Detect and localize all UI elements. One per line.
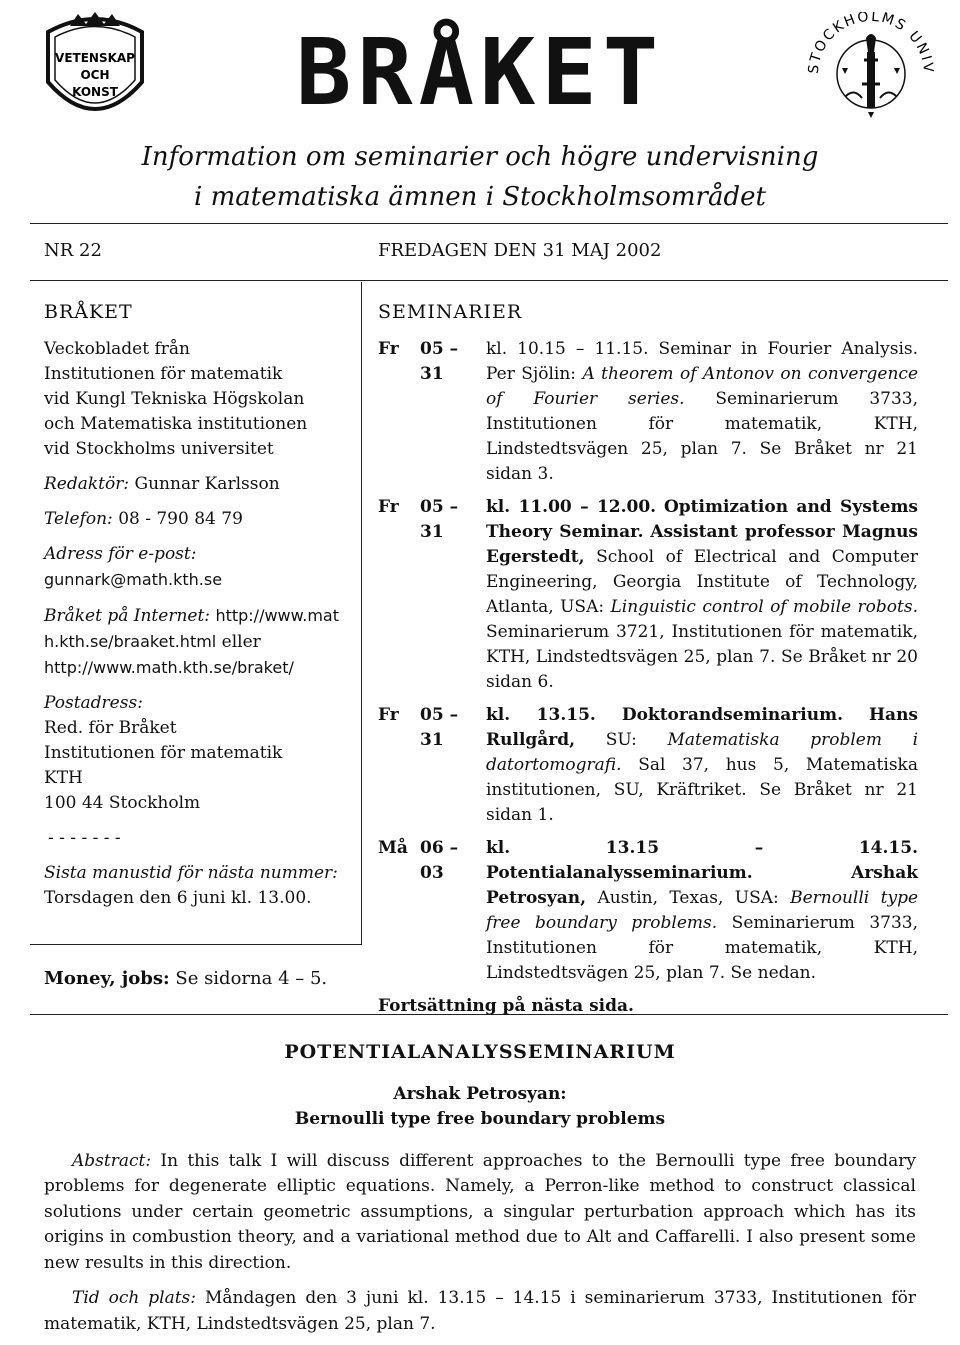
about-line: vid Kungl Tekniska Högskolan <box>44 389 305 409</box>
seminar-time: kl. 13.15. <box>486 705 596 725</box>
seminar-time: kl. 10.15 – 11.15. <box>486 339 649 359</box>
email-label: Adress för e-post: <box>44 544 197 564</box>
about-line: och Matematiska institutionen <box>44 414 308 434</box>
seminar-details: Sal 37, hus 5, Matematiska institutionen, SU, Kräftriket. Se Bråket nr 21 sidan 1. <box>486 755 918 825</box>
seminar-title: Doktorandseminarium. <box>621 705 843 725</box>
subtitle-line-1: Information om seminarier och högre undervisning <box>141 142 819 172</box>
seminar-affiliation: SU: <box>605 730 637 750</box>
seminar-date: 05 – 31 <box>420 497 459 542</box>
time-place-text: Måndagen den 3 juni kl. 13.15 – 14.15 i seminarierum 3733, Institutionen för matematik, KTH, Lindstedtsvägen 25, plan 7. <box>44 1288 916 1334</box>
kva-crest-logo <box>30 12 160 130</box>
seal-text: STOCKHOLMS UNIV <box>805 12 937 75</box>
seminar-day: Må <box>378 838 408 858</box>
seminar-affiliation: Austin, Texas, USA: <box>597 888 779 908</box>
time-place-label: Tid och plats: <box>72 1288 197 1308</box>
logo-text-line1: VETENSKAP <box>55 51 135 65</box>
seminar-entry <box>378 836 918 986</box>
seminar-speaker: Arshak Petrosyan, <box>486 863 918 908</box>
seminars-heading: SEMINARIER <box>378 301 523 323</box>
seminar-talk: Bernoulli type free boundary problems. <box>486 888 919 933</box>
sidebar-heading: BRÅKET <box>44 301 133 323</box>
seminar-listing <box>378 300 918 1036</box>
seminar-title: Optimization and Systems Theory Seminar. <box>486 497 919 542</box>
editor-name: Gunnar Karlsson <box>134 474 280 494</box>
seminar-speaker: Assistant professor Magnus Egerstedt, <box>486 522 918 567</box>
issue-date: FREDAGEN DEN 31 MAJ 2002 <box>378 240 662 261</box>
money-text: Se sidorna 4 – 5. <box>175 968 328 989</box>
about-line: vid Stockholms universitet <box>44 439 274 459</box>
masthead-title: BRÅKET <box>295 19 665 126</box>
seminar-entry <box>378 495 918 695</box>
seminar-talk: A theorem of Antonov on convergence of Fourier series. <box>486 364 919 409</box>
subtitle-line-2: i matematiska ämnen i Stockholmsområdet <box>194 182 766 212</box>
email-address[interactable]: gunnark@math.kth.se <box>44 570 223 589</box>
abstract-title: Bernoulli type free boundary problems <box>294 1109 666 1129</box>
abstract-time-place <box>44 1286 916 1337</box>
seminar-date: 05 – 31 <box>420 705 459 750</box>
abstract-text: In this talk I will discuss different approaches to the Bernoulli type free boundary problems for degenerate elliptic equations. Namely, a Perron-like method to construct classical solutions under certain geometric assumptions, a singular perturbation approach which has its origins in combustion theory, and a variational method due to Alt and Caffarelli. I also present some new results in this direction. <box>44 1150 916 1273</box>
about-line: Veckobladet från <box>44 339 190 359</box>
seminar-title: Potentialanalysseminarium. <box>486 863 753 883</box>
postal-line: Institutionen för matematik <box>44 743 283 763</box>
continued-note: Fortsättning på nästa sida. <box>378 996 634 1016</box>
issue-number: NR 22 <box>44 240 102 261</box>
postal-line: 100 44 Stockholm <box>44 793 201 813</box>
seminar-details: Seminarierum 3721, Institutionen för matematik, KTH, Lindstedtsvägen 25, plan 7. Se Bråket nr 20 sidan 6. <box>486 622 918 692</box>
seminar-talk: Linguistic control of mobile robots. <box>610 597 918 617</box>
web-link-1[interactable]: http://www.math.kth.se/braaket.html <box>44 606 339 651</box>
seminar-entry <box>378 703 918 828</box>
editor-label: Redaktör: <box>44 474 130 494</box>
seminar-details: Seminarierum 3733, Institutionen för matematik, KTH, Lindstedtsvägen 25, plan 7. Se Bråket nr 21 sidan 3. <box>486 389 918 484</box>
divider <box>30 280 948 281</box>
seminar-time: kl. 13.15 – 14.15. <box>486 838 918 858</box>
column-divider <box>361 282 362 944</box>
web-link-2[interactable]: http://www.math.kth.se/braket/ <box>44 658 294 677</box>
seminar-entry <box>378 337 918 487</box>
seminar-speaker: Per Sjölin: <box>486 364 576 384</box>
phone-label: Telefon: <box>44 509 113 529</box>
left-sidebar <box>44 300 354 911</box>
postal-line: KTH <box>44 768 83 788</box>
phone-number: 08 - 790 84 79 <box>118 509 243 529</box>
seminar-talk: Matematiska problem i datortomografi. <box>486 730 919 775</box>
phone-line <box>44 507 354 532</box>
abstract-section <box>44 1040 916 1337</box>
seminar-title: Seminar in Fourier Analysis. <box>658 339 919 359</box>
seminar-day: Fr <box>378 339 399 359</box>
abstract-label: Abstract: <box>72 1150 152 1171</box>
seminar-details: Seminarierum 3733, Institutionen för matematik, KTH, Lindstedtsvägen 25, plan 7. Se nedan. <box>486 913 918 983</box>
abstract-body <box>44 1149 916 1277</box>
deadline-text: Torsdagen den 6 juni kl. 13.00. <box>44 888 312 908</box>
dash-separator: - - - - - - - <box>48 828 121 848</box>
seminar-affiliation: School of Electrical and Computer Engineering, Georgia Institute of Technology, Atlanta, USA: <box>486 547 919 617</box>
deadline-label: Sista manustid för nästa nummer: <box>44 863 338 883</box>
seminar-time: kl. 11.00 – 12.00. <box>486 497 657 517</box>
postal-line: Red. för Bråket <box>44 718 177 738</box>
about-block <box>44 337 354 462</box>
divider <box>30 944 362 945</box>
seminar-date: 05 – 31 <box>420 339 459 384</box>
editor-line <box>44 472 354 497</box>
divider <box>30 223 948 224</box>
logo-text-line3: KONST <box>72 85 118 99</box>
web-or: eller <box>221 632 261 652</box>
about-line: Institutionen för matematik <box>44 364 283 384</box>
postal-label: Postadress: <box>44 693 143 713</box>
web-label: Bråket på Internet: <box>44 606 211 626</box>
money-jobs-line <box>44 968 327 989</box>
seminar-day: Fr <box>378 705 399 725</box>
money-label: Money, jobs: <box>44 968 170 989</box>
web-block <box>44 603 354 681</box>
seminar-speaker: Hans Rullgård, <box>486 705 919 750</box>
su-seal-logo <box>802 12 940 136</box>
seminar-date: 06 – 03 <box>420 838 459 883</box>
seminar-day: Fr <box>378 497 399 517</box>
logo-text-line2: OCH <box>80 68 110 82</box>
abstract-section-title: POTENTIALANALYSSEMINARIUM <box>284 1041 676 1063</box>
abstract-speaker: Arshak Petrosyan: <box>393 1083 567 1104</box>
